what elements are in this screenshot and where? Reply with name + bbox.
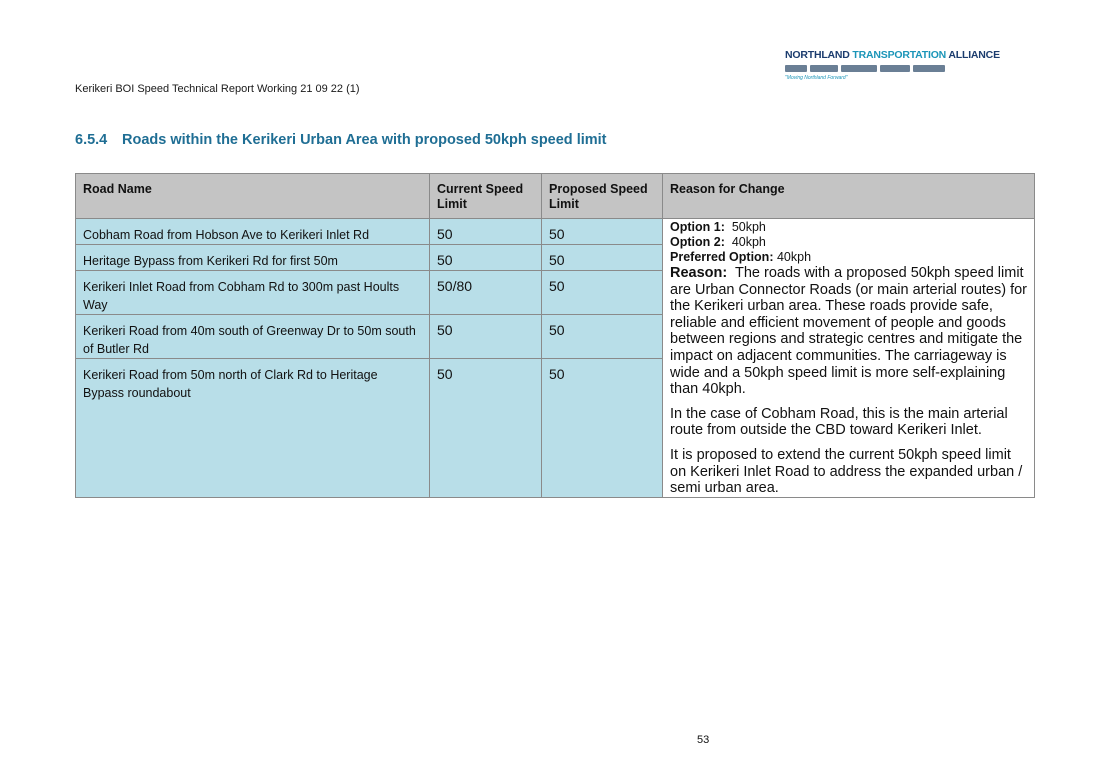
proposed-speed-cell: 50 xyxy=(542,315,663,359)
road-name-cell: Cobham Road from Hobson Ave to Kerikeri Inlet Rd xyxy=(76,219,430,245)
option-2-value: 40kph xyxy=(731,235,766,249)
road-name-cell: Heritage Bypass from Kerikeri Rd for first 50m xyxy=(76,245,430,271)
preferred-option-label: Preferred Option: xyxy=(670,250,774,264)
current-speed-cell: 50/80 xyxy=(430,271,542,315)
road-name-cell: Kerikeri Inlet Road from Cobham Rd to 300m past Hoults Way xyxy=(76,271,430,315)
reason-label: Reason: xyxy=(670,265,728,281)
section-number: 6.5.4 xyxy=(75,132,108,148)
preferred-option-value: 40kph xyxy=(776,250,812,264)
proposed-speed-cell: 50 xyxy=(542,359,663,497)
reason-for-change-cell xyxy=(663,219,1035,498)
proposed-speed-cell: 50 xyxy=(542,245,663,271)
column-header-current-speed: Current Speed Limit xyxy=(430,174,542,219)
page-number: 53 xyxy=(697,734,710,746)
preferred-option xyxy=(670,250,1027,265)
option-1-label: Option 1: xyxy=(670,220,725,234)
table-row xyxy=(76,219,1035,245)
logo-title xyxy=(785,49,1000,61)
proposed-speed-cell: 50 xyxy=(542,219,663,245)
logo-name-part3: ALLIANCE xyxy=(948,49,1000,61)
table-header-row xyxy=(76,174,1035,219)
partner-logo xyxy=(810,65,838,72)
logo-name-part1: NORTHLAND xyxy=(785,49,850,61)
option-2 xyxy=(670,235,1027,250)
road-name-cell: Kerikeri Road from 40m south of Greenway Dr to 50m south of Butler Rd xyxy=(76,315,430,359)
column-header-reason: Reason for Change xyxy=(663,174,1035,219)
partner-logo xyxy=(785,65,807,72)
section-heading xyxy=(75,132,607,148)
partner-logo xyxy=(913,65,945,72)
current-speed-cell: 50 xyxy=(430,315,542,359)
current-speed-cell: 50 xyxy=(430,245,542,271)
reason-text: The roads with a proposed 50kph speed limit are Urban Connector Roads (or main arterial routes) for the Kerikeri urban area. These roads provide safe, reliable and efficient movement of people and goods between regions and strategic centres and mitigate the impact on adjacent communities. The carriageway is wide and a 50kph speed limit is more self-explaining than 40kph. xyxy=(670,265,1028,398)
running-header: Kerikeri BOI Speed Technical Report Working 21 09 22 (1) xyxy=(75,83,360,95)
reason-paragraph xyxy=(670,265,1027,398)
column-header-proposed-speed: Proposed Speed Limit xyxy=(542,174,663,219)
partner-logo xyxy=(880,65,910,72)
partner-logos xyxy=(785,64,950,73)
northland-transportation-alliance-logo xyxy=(785,49,1000,82)
column-header-road-name: Road Name xyxy=(76,174,430,219)
current-speed-cell: 50 xyxy=(430,219,542,245)
section-title: Roads within the Kerikeri Urban Area with proposed 50kph speed limit xyxy=(122,132,607,148)
cobham-road-paragraph: In the case of Cobham Road, this is the main arterial route from outside the CBD toward Kerikeri Inlet. xyxy=(670,405,1008,439)
inlet-road-paragraph: It is proposed to extend the current 50kph speed limit on Kerikeri Inlet Road to address the expanded urban / semi urban area. xyxy=(670,446,1023,497)
option-2-label: Option 2: xyxy=(670,235,725,249)
option-1-value: 50kph xyxy=(731,220,766,234)
partner-logo xyxy=(841,65,877,72)
current-speed-cell: 50 xyxy=(430,359,542,497)
option-1 xyxy=(670,220,1027,235)
logo-name-part2: TRANSPORTATION xyxy=(852,49,947,61)
roads-table xyxy=(75,173,1035,498)
road-name-cell: Kerikeri Road from 50m north of Clark Rd to Heritage Bypass roundabout xyxy=(76,359,430,497)
logo-tagline: "Moving Northland Forward" xyxy=(785,75,848,81)
proposed-speed-cell: 50 xyxy=(542,271,663,315)
